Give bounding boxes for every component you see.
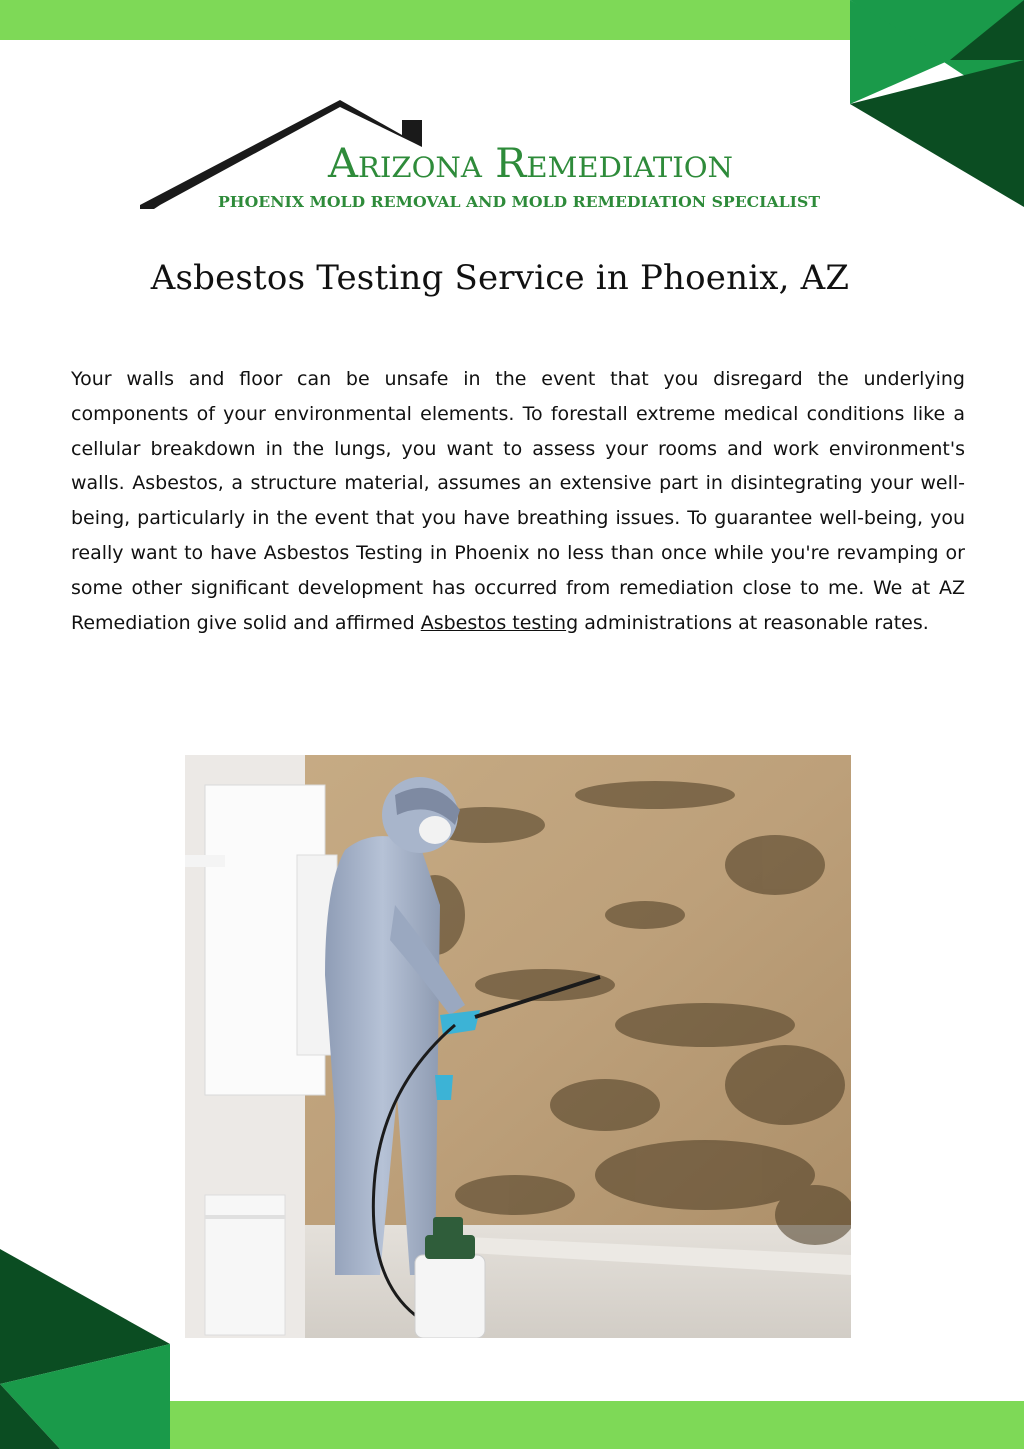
body-text-before-link: Your walls and floor can be unsafe in the event that you disregard the underlying components of your environmental elements. To forestall extreme medical conditions like a cellular breakdown in the lungs, you want to assess your rooms and work environment's walls. Asbestos, a structure material, assumes an extensive part in disintegrating your well-being, particularly in the event that you have breathing issues. To guarantee well-being, you really want to have Asbestos Testing in Phoenix no less than once while you're revamping or some other significant development has occurred from remediation close to me. We at AZ Remediation give solid and affirmed xyxy=(71,368,965,634)
page-title: Asbestos Testing Service in Phoenix, AZ xyxy=(150,258,850,298)
technician-photo xyxy=(185,755,851,1338)
top-right-triangle-decoration xyxy=(850,0,1024,207)
body-text-after-link: g administrations at reasonable rates. xyxy=(566,611,929,634)
body-paragraph xyxy=(71,362,965,640)
top-accent-bar xyxy=(0,0,850,40)
logo-tagline: PHOENIX MOLD REMOVAL AND MOLD REMEDIATION SPECIALIST xyxy=(218,193,821,211)
logo-brand-name: Arizona Remediation xyxy=(326,141,733,187)
company-logo xyxy=(140,95,840,215)
bottom-left-triangle-decoration xyxy=(0,1249,170,1449)
asbestos-testing-link[interactable]: Asbestos testin xyxy=(420,611,567,634)
bottom-accent-bar xyxy=(170,1401,1024,1449)
